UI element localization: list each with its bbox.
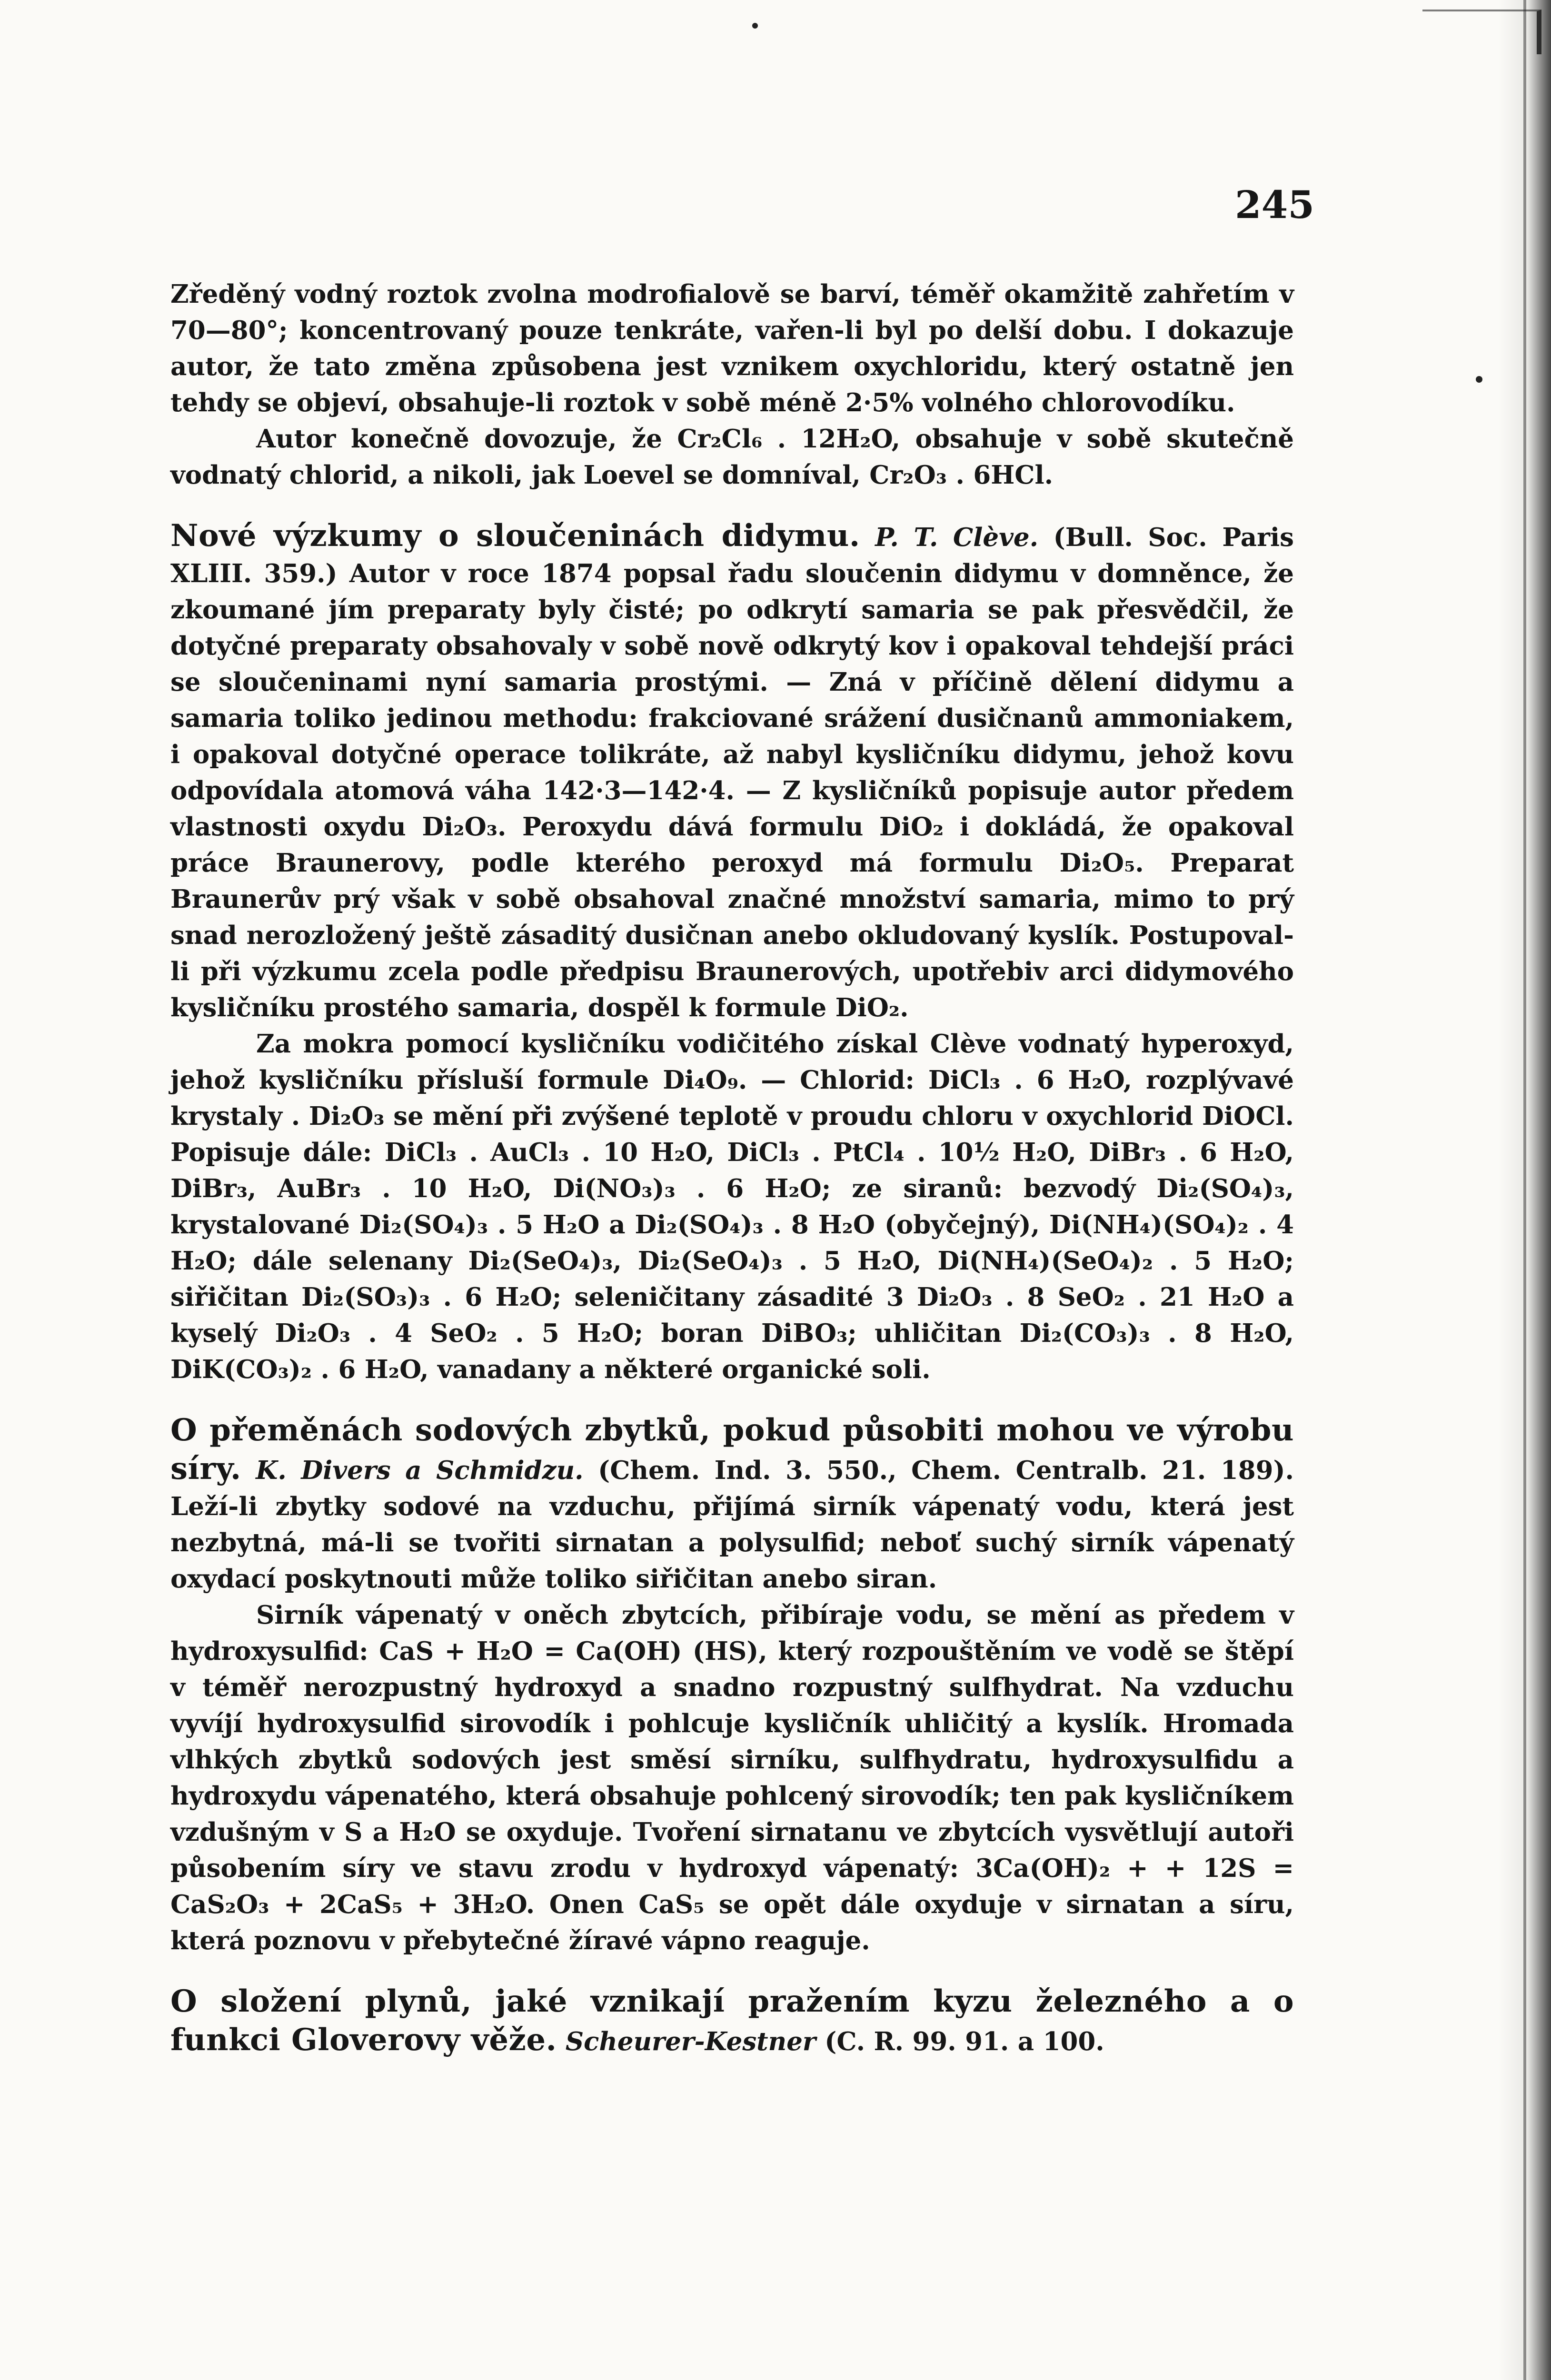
article-author: P. T. Clève.: [875, 523, 1039, 552]
article-source: (Bull. Soc. Paris XLIII. 359.): [170, 523, 1294, 588]
section-heading: O přeměnách sodových zbytků, pokud působiti mohou ve výrobu síry.: [170, 1412, 1294, 1487]
page-number: 245: [1235, 182, 1314, 227]
article-source: (Chem. Ind. 3. 550., Chem. Centralb. 21. 189).: [598, 1456, 1294, 1485]
article-block: [170, 517, 1294, 1026]
section-heading: O složení plynů, jaké vznikají pražením kyzu železného a o funkci Gloverovy věže.: [170, 1983, 1294, 2058]
document-body: [170, 276, 1294, 2060]
article-block: [170, 1983, 1294, 2060]
paragraph: Autor konečně dovozuje, že Cr₂Cl₆ . 12H₂O, obsahuje v sobě skutečně vodnatý chlorid, a nikoli, jak Loevel se domníval, Cr₂O₃ . 6HCl.: [170, 424, 1294, 490]
paragraph: Leží-li zbytky sodové na vzduchu, přijímá sirník vápenatý vodu, která jest nezbytná, má-li se tvořiti sirnatan a polysulfid; neboť suchý sirník vápenatý oxydací poskytnouti může toliko siřičitan anebo siran.: [170, 1492, 1294, 1594]
article-author: Scheurer-Kestner: [565, 2027, 816, 2056]
ink-speck: [752, 23, 758, 29]
ink-speck: [1476, 376, 1482, 383]
paragraph: Zředěný vodný roztok zvolna modrofialově se barví, téměř okamžitě zahřetím v 70—80°; koncentrovaný pouze tenkráte, vařen-li byl po delší dobu. I dokazuje autor, že tato změna způsobena jest vznikem oxychloridu, který ostatně jen tehdy se objeví, obsahuje-li roztok v sobě méně 2·5% volného chlorovodíku.: [170, 279, 1294, 417]
corner-scan-mark: [1422, 10, 1541, 54]
paragraph: Autor v roce 1874 popsal řadu sloučenin didymu v domněnce, že zkoumané jím preparaty byly čisté; po odkrytí samaria se pak přesvědčil, že dotyčné preparaty obsahovaly v sobě nově odkrytý kov i opakoval tehdejší práci se sloučeninami nyní samaria prostými. — Zná v příčině dělení didymu a samaria toliko jedinou methodu: frakciované srážení dusičnanů ammoniakem, i opakoval dotyčné operace tolikráte, až nabyl kysličníku didymu, jehož kovu odpovídala atomová váha 142·3—142·4. — Z kysličníků popisuje autor předem vlastnosti oxydu Di₂O₃. Peroxydu dává formulu DiO₂ i dokládá, že opakoval práce Braunerovy, podle kterého peroxyd má formulu Di₂O₅. Preparat Braunerův prý však v sobě obsahoval značné množství samaria, mimo to prý snad nerozložený ještě zásaditý dusičnan anebo okludovaný kyslík. Postupoval-li při výzkumu zcela podle předpisu Braunerových, upotřebiv arci didymového kysličníku prostého samaria, dospěl k formule DiO₂.: [170, 559, 1294, 1022]
article-block: [170, 1411, 1294, 1597]
paragraph: Sirník vápenatý v oněch zbytcích, přibíraje vodu, se mění as předem v hydroxysulfid: CaS + H₂O = Ca(OH) (HS), který rozpouštěním ve vodě se štěpí v téměř nerozpustný hydroxyd a snadno rozpustný sulfhydrat. Na vzduchu vyvíjí hydroxysulfid sirovodík i pohlcuje kysličník uhličitý a kyslík. Hromada vlhkých zbytků sodových jest směsí sirníku, sulfhydratu, hydroxysulfidu a hydroxydu vápenatého, která obsahuje pohlcený sirovodík; ten pak kysličníkem vzdušným v S a H₂O se oxyduje. Tvoření sirnatanu ve zbytcích vysvětlují autoři působením síry ve stavu zrodu v hydroxyd vápenatý: 3Ca(OH)₂ + + 12S = CaS₂O₃ + 2CaS₅ + 3H₂O. Onen CaS₅ se opět dále oxyduje v sirnatan a síru, která poznovu v přebytečné žíravé vápno reaguje.: [170, 1600, 1294, 1955]
paragraph: Za mokra pomocí kysličníku vodičitého získal Clève vodnatý hyperoxyd, jehož kysličníku přísluší formule Di₄O₉. — Chlorid: DiCl₃ . 6 H₂O, rozplývavé krystaly . Di₂O₃ se mění při zvýšené teplotě v proudu chloru v oxychlorid DiOCl. Popisuje dále: DiCl₃ . AuCl₃ . 10 H₂O, DiCl₃ . PtCl₄ . 10½ H₂O, DiBr₃ . 6 H₂O, DiBr₃, AuBr₃ . 10 H₂O, Di(NO₃)₃ . 6 H₂O; ze siranů: bezvodý Di₂(SO₄)₃, krystalované Di₂(SO₄)₃ . 5 H₂O a Di₂(SO₄)₃ . 8 H₂O (obyčejný), Di(NH₄)(SO₄)₂ . 4 H₂O; dále selenany Di₂(SeO₄)₃, Di₂(SeO₄)₃ . 5 H₂O, Di(NH₄)(SeO₄)₂ . 5 H₂O; siřičitan Di₂(SO₃)₃ . 6 H₂O; seleničitany zásadité 3 Di₂O₃ . 8 SeO₂ . 21 H₂O a kyselý Di₂O₃ . 4 SeO₂ . 5 H₂O; boran DiBO₃; uhličitan Di₂(CO₃)₃ . 8 H₂O, DiK(CO₃)₂ . 6 H₂O, vanadany a některé organické soli.: [170, 1029, 1294, 1384]
article-source: (C. R. 99. 91. a 100.: [825, 2027, 1104, 2056]
article-author: K. Divers a Schmidzu.: [256, 1456, 584, 1485]
section-heading: Nové výzkumy o sloučeninách didymu.: [170, 518, 860, 554]
page-edge-line: [1523, 0, 1526, 2380]
